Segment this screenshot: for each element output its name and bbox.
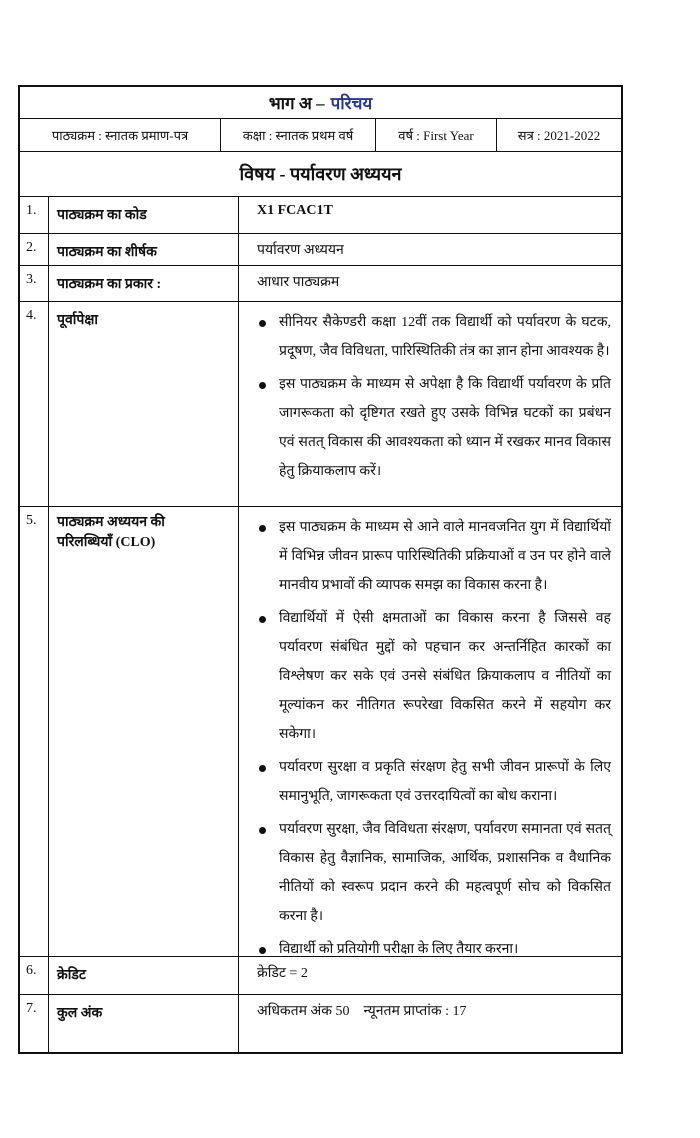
- table-row-title: [20, 234, 621, 266]
- part-label: भाग अ –: [268, 94, 325, 113]
- row-number: 3.: [20, 266, 49, 301]
- row-number: 2.: [20, 234, 49, 265]
- subject-heading: विषय - पर्यावरण अध्ययन: [20, 152, 621, 197]
- row-number: 5.: [20, 507, 49, 956]
- list-item: पर्यावरण सुरक्षा, जैव विविधता संरक्षण, पर्यावरण समानता एवं सतत् विकास हेतु वैज्ञानिक, सामाजिक, आर्थिक, प्रशासनिक व वैधानिक नीतियों को स्वरूप प्रदान करने की महत्वपूर्ण सोच को विकसित करना है।: [257, 815, 611, 931]
- row-value: पर्यावरण अध्ययन: [257, 243, 344, 258]
- part-title-row: [20, 87, 621, 119]
- row-value: [239, 507, 621, 956]
- info-row: [20, 119, 621, 152]
- list-item: इस पाठ्यक्रम के माध्यम से अपेक्षा है कि विद्यार्थी पर्यावरण के प्रति जागरूकता को दृष्टिगत रखते हुए उसके विभिन्न घटकों का प्रबंधन एवं सतत् विकास की आवश्यकता को ध्यान में रखकर मानव विकास हेतु क्रियाकलाप करें।: [257, 370, 611, 486]
- row-label: पाठ्यक्रम का कोड: [49, 197, 239, 233]
- table-row-marks: [20, 995, 621, 1052]
- row-label: पूर्वापेक्षा: [49, 302, 239, 506]
- year-cell: वर्ष : First Year: [376, 119, 497, 151]
- row-value: अधिकतम अंक 50 न्यूनतम प्राप्तांक : 17: [257, 1004, 467, 1019]
- bullet-list: [257, 513, 611, 964]
- list-item: विद्यार्थियों में ऐसी क्षमताओं का विकास करना है जिससे वह पर्यावरण संबंधित मुद्दों को पहचान कर अन्तर्निहित कारकों का विश्लेषण कर सके एवं उनसे संबंधित क्रियाकलाप व नीतियों का मूल्यांकन कर नीतिगत रूपरेखा विकसित करने में सहयोग कर सकेगा।: [257, 604, 611, 749]
- label-line: परिलब्धियाँ (CLO): [57, 535, 156, 550]
- list-item: सीनियर सैकेण्डरी कक्षा 12वीं तक विद्यार्थी को पर्यावरण के घटक, प्रदूषण, जैव विविधता, पारिस्थितिकी तंत्र का ज्ञान होना आवश्यक है।: [257, 308, 611, 366]
- row-label: पाठ्यक्रम का प्रकार :: [49, 266, 239, 301]
- table-row-prerequisite: [20, 302, 621, 507]
- row-label: कुल अंक: [49, 995, 239, 1052]
- list-item: विद्यार्थी को प्रतियोगी परीक्षा के लिए तैयार करना।: [257, 935, 611, 964]
- row-label: [49, 507, 239, 956]
- bullet-list: [257, 308, 611, 486]
- table-row-type: [20, 266, 621, 302]
- row-number: 4.: [20, 302, 49, 506]
- list-item: पर्यावरण सुरक्षा व प्रकृति संरक्षण हेतु सभी जीवन प्रारूपों के लिए समानुभूति, जागरूकता एवं उत्तरदायित्वों का बोध कराना।: [257, 753, 611, 811]
- row-number: 7.: [20, 995, 49, 1052]
- session-cell: सत्र : 2021-2022: [517, 128, 601, 143]
- class-cell: कक्षा : स्नातक प्रथम वर्ष: [221, 119, 376, 151]
- row-value: आधार पाठ्यक्रम: [257, 275, 340, 290]
- table-row-outcomes: [20, 507, 621, 957]
- row-label: पाठ्यक्रम का शीर्षक: [49, 234, 239, 265]
- row-value: X1 FCAC1T: [257, 203, 333, 218]
- course-table: [18, 85, 623, 1054]
- label-line: पाठ्यक्रम अध्ययन की: [57, 515, 165, 530]
- program-cell: पाठ्यक्रम : स्नातक प्रमाण-पत्र: [20, 119, 221, 151]
- row-value: क्रेडिट = 2: [257, 966, 308, 981]
- table-row-code: [20, 197, 621, 234]
- row-label: क्रेडिट: [49, 957, 239, 994]
- row-value: [239, 302, 621, 506]
- row-number: 6.: [20, 957, 49, 994]
- list-item: इस पाठ्यक्रम के माध्यम से आने वाले मानवजनित युग में विद्यार्थियों में विभिन्न जीवन प्रारूप पारिस्थितिकी प्रक्रियाओं व उन पर होने वाले मानवीय प्रभावों की व्यापक समझ का विकास करना है।: [257, 513, 611, 600]
- row-number: 1.: [20, 197, 49, 233]
- part-title: परिचय: [330, 94, 373, 113]
